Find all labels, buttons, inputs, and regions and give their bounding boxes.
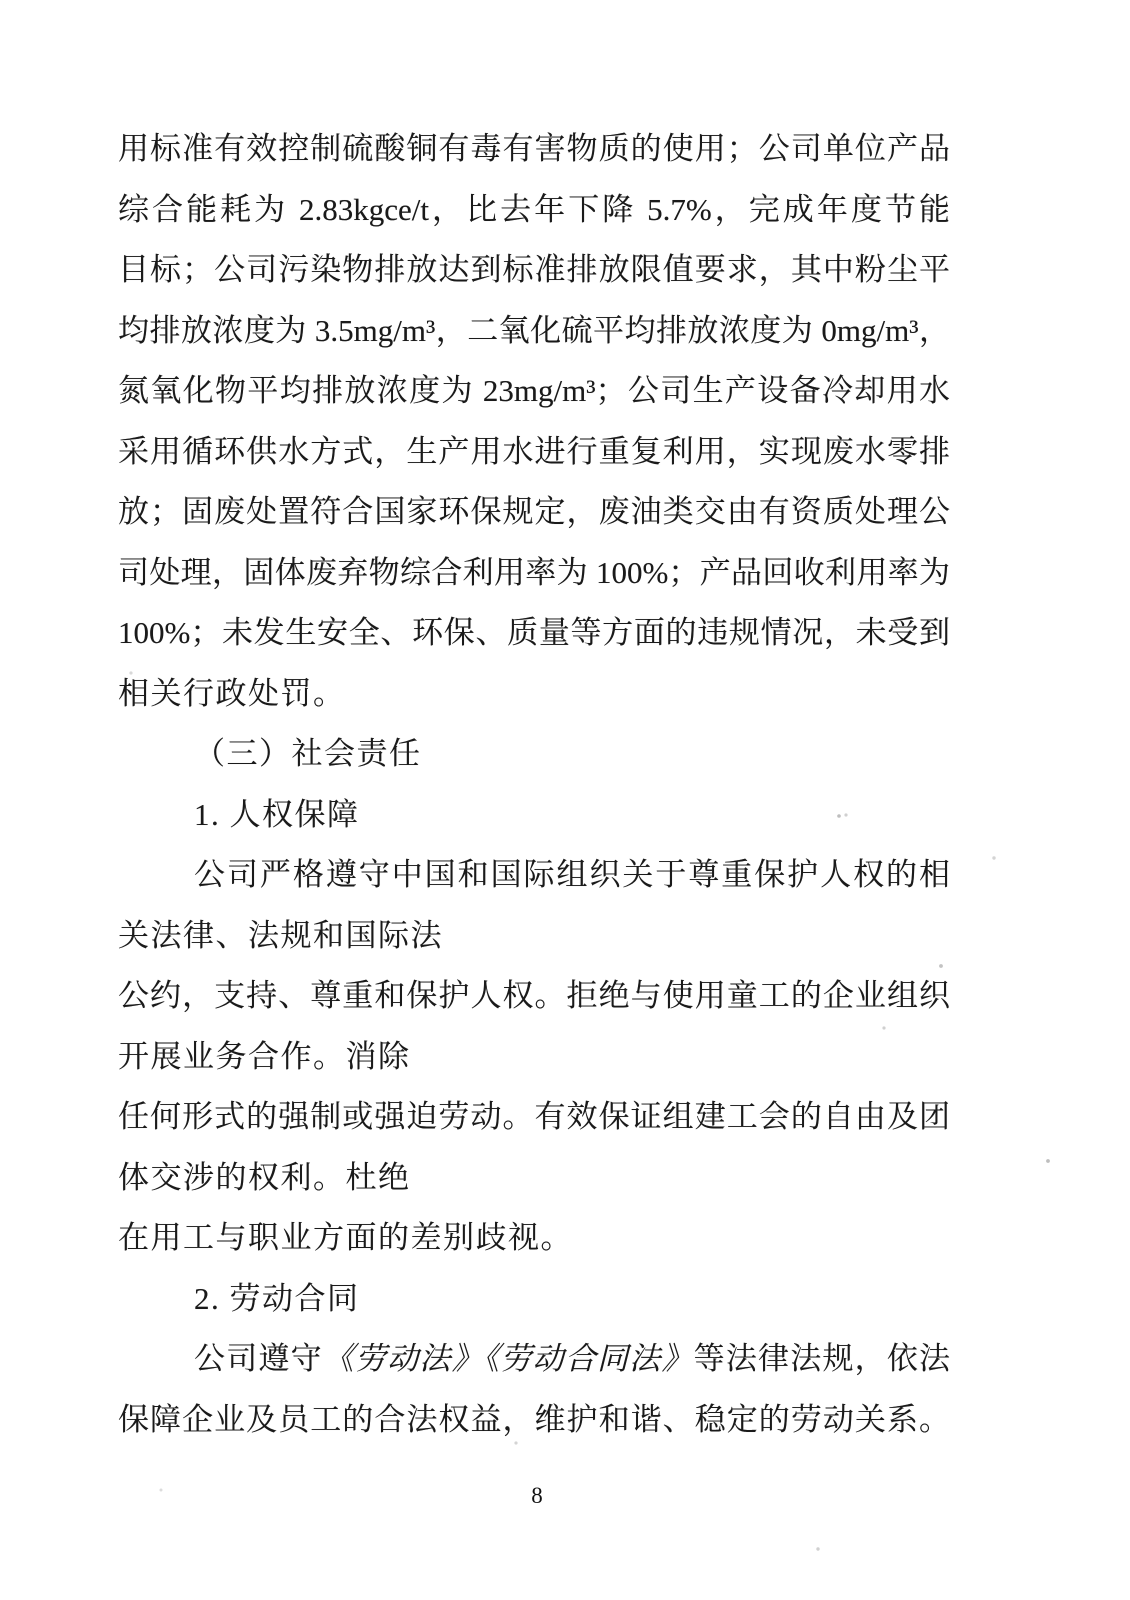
page-number: 8 (531, 1483, 543, 1508)
text-block (118, 119, 950, 1450)
text-line-22: 保障企业及员工的合法权益，维护和谐、稳定的劳动关系。 (118, 1401, 950, 1437)
subsection-heading: 2. 劳动合同 (194, 1280, 360, 1316)
text-line-4: 均排放浓度为 3.5mg/m³，二氧化硫平均排放浓度为 0mg/m³， (118, 312, 950, 348)
text-line-2: 综合能耗为 2.83kgce/t，比去年下降 5.7%，完成年度节能 (118, 191, 950, 227)
book-title-segment: 《劳动法》《劳动合同法》 (322, 1341, 694, 1376)
text-line-19: 在用工与职业方面的差别歧视。 (118, 1220, 573, 1255)
text-line-15: 公约，支持、尊重和保护人权。拒绝与使用童工的企业组织 (118, 978, 950, 1013)
text-line-18: 体交涉的权利。杜绝 (118, 1159, 411, 1195)
text-line-14: 关法律、法规和国际法 (118, 917, 443, 953)
text-line-13: 公司严格遵守中国和国际组织关于尊重保护人权的相 (194, 857, 950, 892)
text-line-6: 采用循环供水方式，生产用水进行重复利用，实现废水零排 (118, 433, 950, 469)
text-segment: 等法律法规，依法 (693, 1341, 951, 1376)
text-line-10: 相关行政处罚。 (118, 675, 346, 711)
subsection-heading: 1. 人权保障 (194, 796, 360, 832)
section-heading: （三）社会责任 (194, 736, 422, 771)
text-line-3: 目标；公司污染物排放达到标准排放限值要求，其中粉尘平 (118, 252, 950, 287)
text-line-9: 100%；未发生安全、环保、质量等方面的违规情况，未受到 (118, 615, 950, 650)
scan-noise-specks (0, 0, 2, 2)
text-line-17: 任何形式的强制或强迫劳动。有效保证组建工会的自由及团 (118, 1099, 950, 1134)
text-line-7: 放；固废处置符合国家环保规定，废油类交由有资质处理公 (118, 494, 950, 529)
text-line-1: 用标准有效控制硫酸铜有毒有害物质的使用；公司单位产品 (118, 131, 950, 166)
text-line-8: 司处理，固体废弃物综合利用率为 100%；产品回收利用率为 (118, 554, 950, 590)
text-line-16: 开展业务合作。消除 (118, 1038, 411, 1074)
text-segment: 公司遵守 (194, 1341, 323, 1376)
text-line-5: 氮氧化物平均排放浓度为 23mg/m³；公司生产设备冷却用水 (118, 373, 950, 408)
text-line-21 (118, 1329, 950, 1390)
